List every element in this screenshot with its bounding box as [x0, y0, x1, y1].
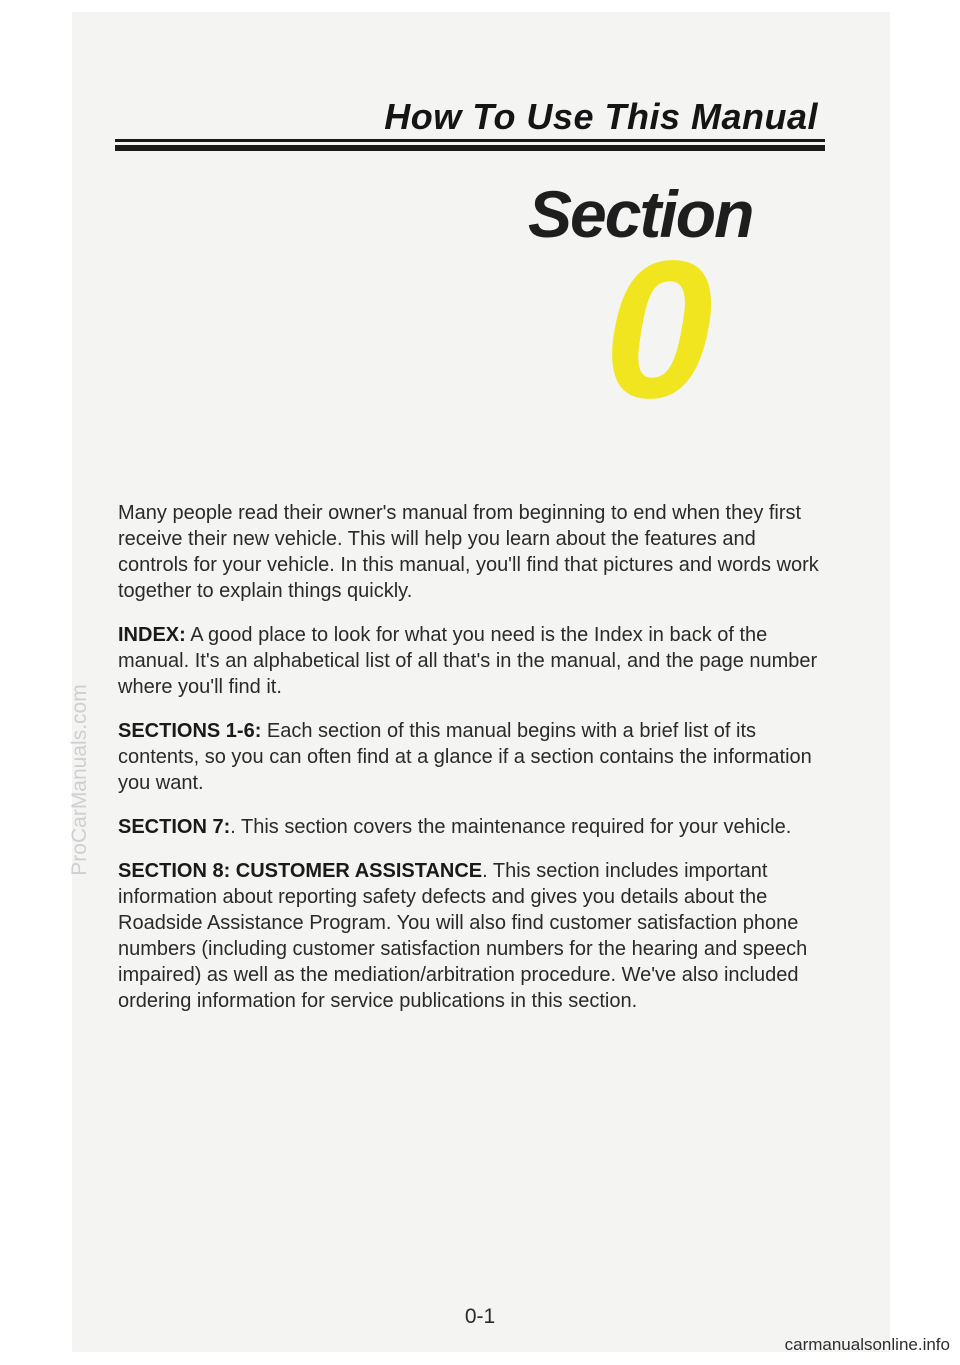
- paragraph-text: A good place to look for what you need is the Index in back of the manual. It's an alphabetical list of all that's in the manual, and the page number where you'll find it.: [118, 624, 818, 698]
- paragraph-section-7: [118, 814, 830, 840]
- paragraph-intro: [118, 500, 830, 604]
- page-title: How To Use This Manual: [384, 96, 818, 137]
- watermark-left: ProCarManuals.com: [68, 684, 91, 876]
- paragraph-index: [118, 622, 830, 700]
- body-text: [118, 500, 830, 1032]
- paragraph-text: Each section of this manual begins with a brief list of its contents, so you can often find at a glance if a section contains the information you want.: [118, 720, 812, 794]
- paragraph-section-8: [118, 858, 830, 1014]
- watermark-bottom: carmanualsonline.info: [784, 1335, 950, 1354]
- paragraph-text: . This section includes important information about reporting safety defects and gives you details about the Roadside Assistance Program. You will also find customer satisfaction phone numbers (including customer satisfaction numbers for the hearing and speech impaired) as well as the mediation/arbitration procedure. We've also included ordering information for service publications in this section.: [118, 860, 808, 1012]
- page-number: 0-1: [464, 1305, 496, 1328]
- paragraph-sections-1-6: [118, 718, 830, 796]
- paragraph-lead: INDEX:: [118, 624, 186, 646]
- paragraph-lead: SECTION 7:: [118, 816, 231, 838]
- paragraph-text: . This section covers the maintenance required for your vehicle.: [230, 816, 792, 838]
- paragraph-lead: SECTION 8: CUSTOMER ASSISTANCE: [118, 860, 483, 882]
- paragraph-lead: SECTIONS 1-6:: [118, 720, 262, 742]
- header-rule-thin: [115, 139, 825, 142]
- section-heading: Section: [528, 177, 753, 251]
- section-number: 0: [604, 220, 710, 439]
- paragraph-text: Many people read their owner's manual from beginning to end when they first receive their new vehicle. This will help you learn about the features and controls for your vehicle. In this manual, you'll find that pictures and words work together to explain things quickly.: [118, 502, 819, 602]
- header-rule-thick: [115, 145, 825, 151]
